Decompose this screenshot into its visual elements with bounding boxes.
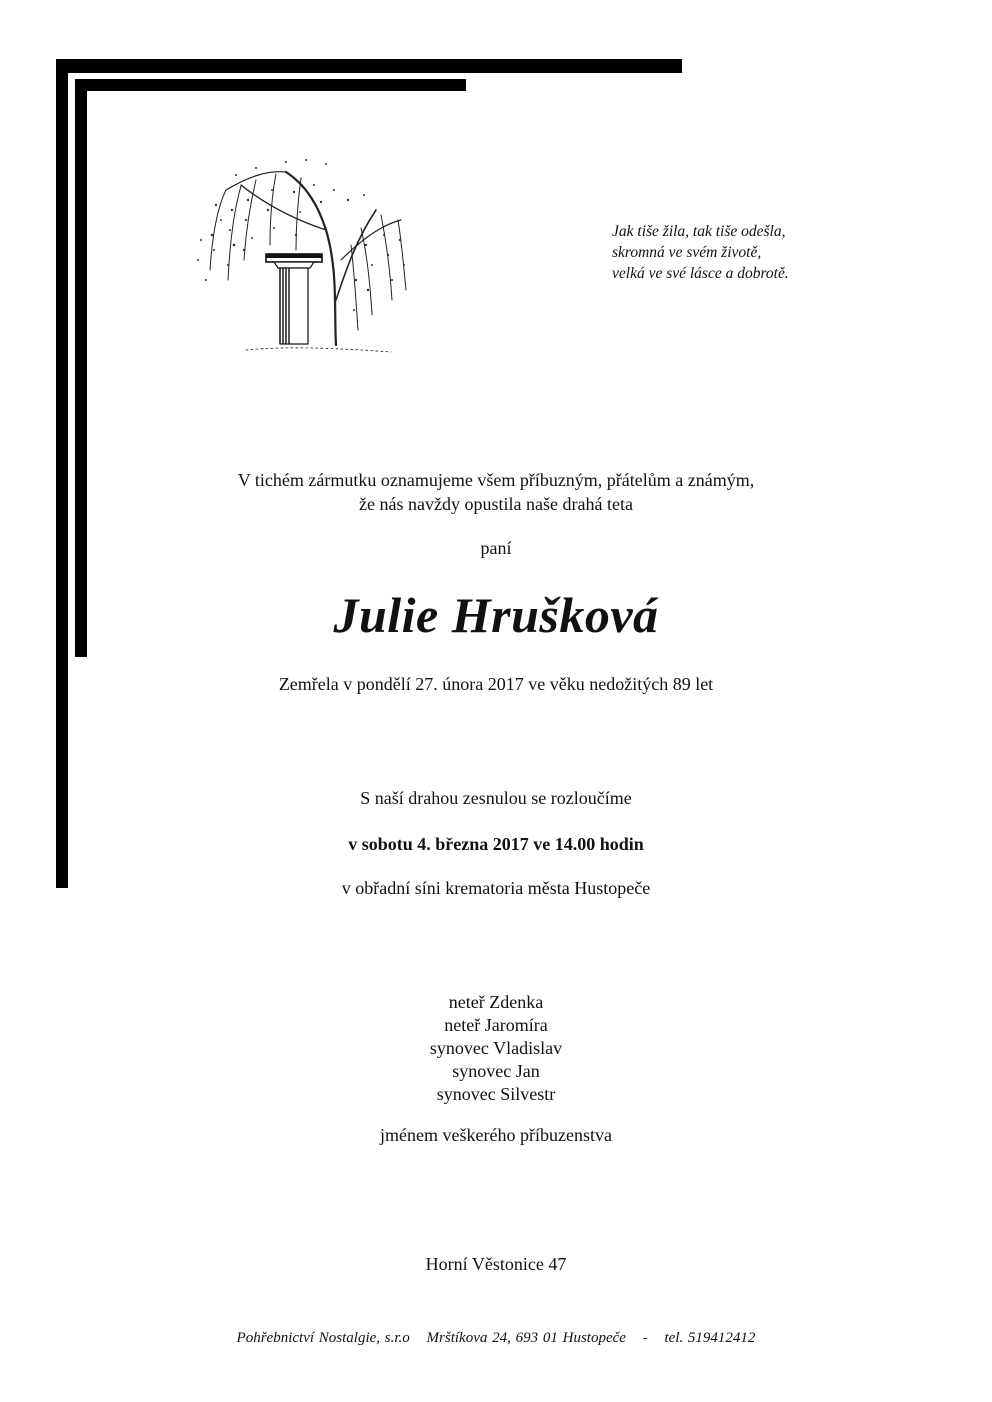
footer-separator: - — [642, 1330, 648, 1346]
mourning-border-top — [56, 59, 682, 73]
mourner: neteř Zdenka — [448, 992, 544, 1012]
mourner: synovec Jan — [452, 1061, 540, 1081]
farewell-intro: S naší drahou zesnulou se rozloučíme — [360, 788, 632, 808]
funeral-place: v obřadní síni krematoria města Hustopeče — [341, 878, 651, 898]
funeral-datetime: v sobotu 4. března 2017 ve 14.00 hodin — [348, 834, 644, 854]
mourning-border-inner-left — [75, 79, 87, 657]
mourner: synovec Vladislav — [429, 1038, 563, 1058]
mourners-list — [0, 991, 992, 1106]
memorial-urn-under-weeping-willow-icon — [186, 150, 414, 360]
mourning-border-inner-top — [75, 79, 466, 91]
footer-street: Mrštíkova 24, 693 01 Hustopeče — [426, 1330, 626, 1346]
footer-phone: tel. 519412412 — [664, 1330, 756, 1346]
mourner: synovec Silvestr — [436, 1084, 556, 1104]
title-word: paní — [480, 538, 512, 558]
motto-line: skromná ve svém životě, — [612, 244, 762, 261]
motto-line: Jak tiše žila, tak tiše odešla, — [612, 223, 786, 240]
motto-line: velká ve své lásce a dobrotě. — [612, 265, 789, 282]
family-line: jménem veškerého příbuzenstva — [380, 1125, 612, 1145]
announcement-line-1: V tichém zármutku oznamujeme všem příbuzným, přátelům a známým, — [237, 470, 755, 490]
mourner: neteř Jaromíra — [444, 1015, 548, 1035]
funeral-service-footer — [0, 1330, 992, 1347]
deceased-name: Julie Hrušková — [333, 587, 659, 643]
footer-company: Pohřebnictví Nostalgie, s.r.o — [236, 1330, 410, 1346]
motto-verse — [612, 221, 852, 284]
announcement-line-2: že nás navždy opustila naše drahá teta — [359, 494, 633, 514]
family-address: Horní Věstonice 47 — [425, 1254, 567, 1274]
death-info: Zemřela v pondělí 27. února 2017 ve věku nedožitých 89 let — [278, 674, 714, 694]
